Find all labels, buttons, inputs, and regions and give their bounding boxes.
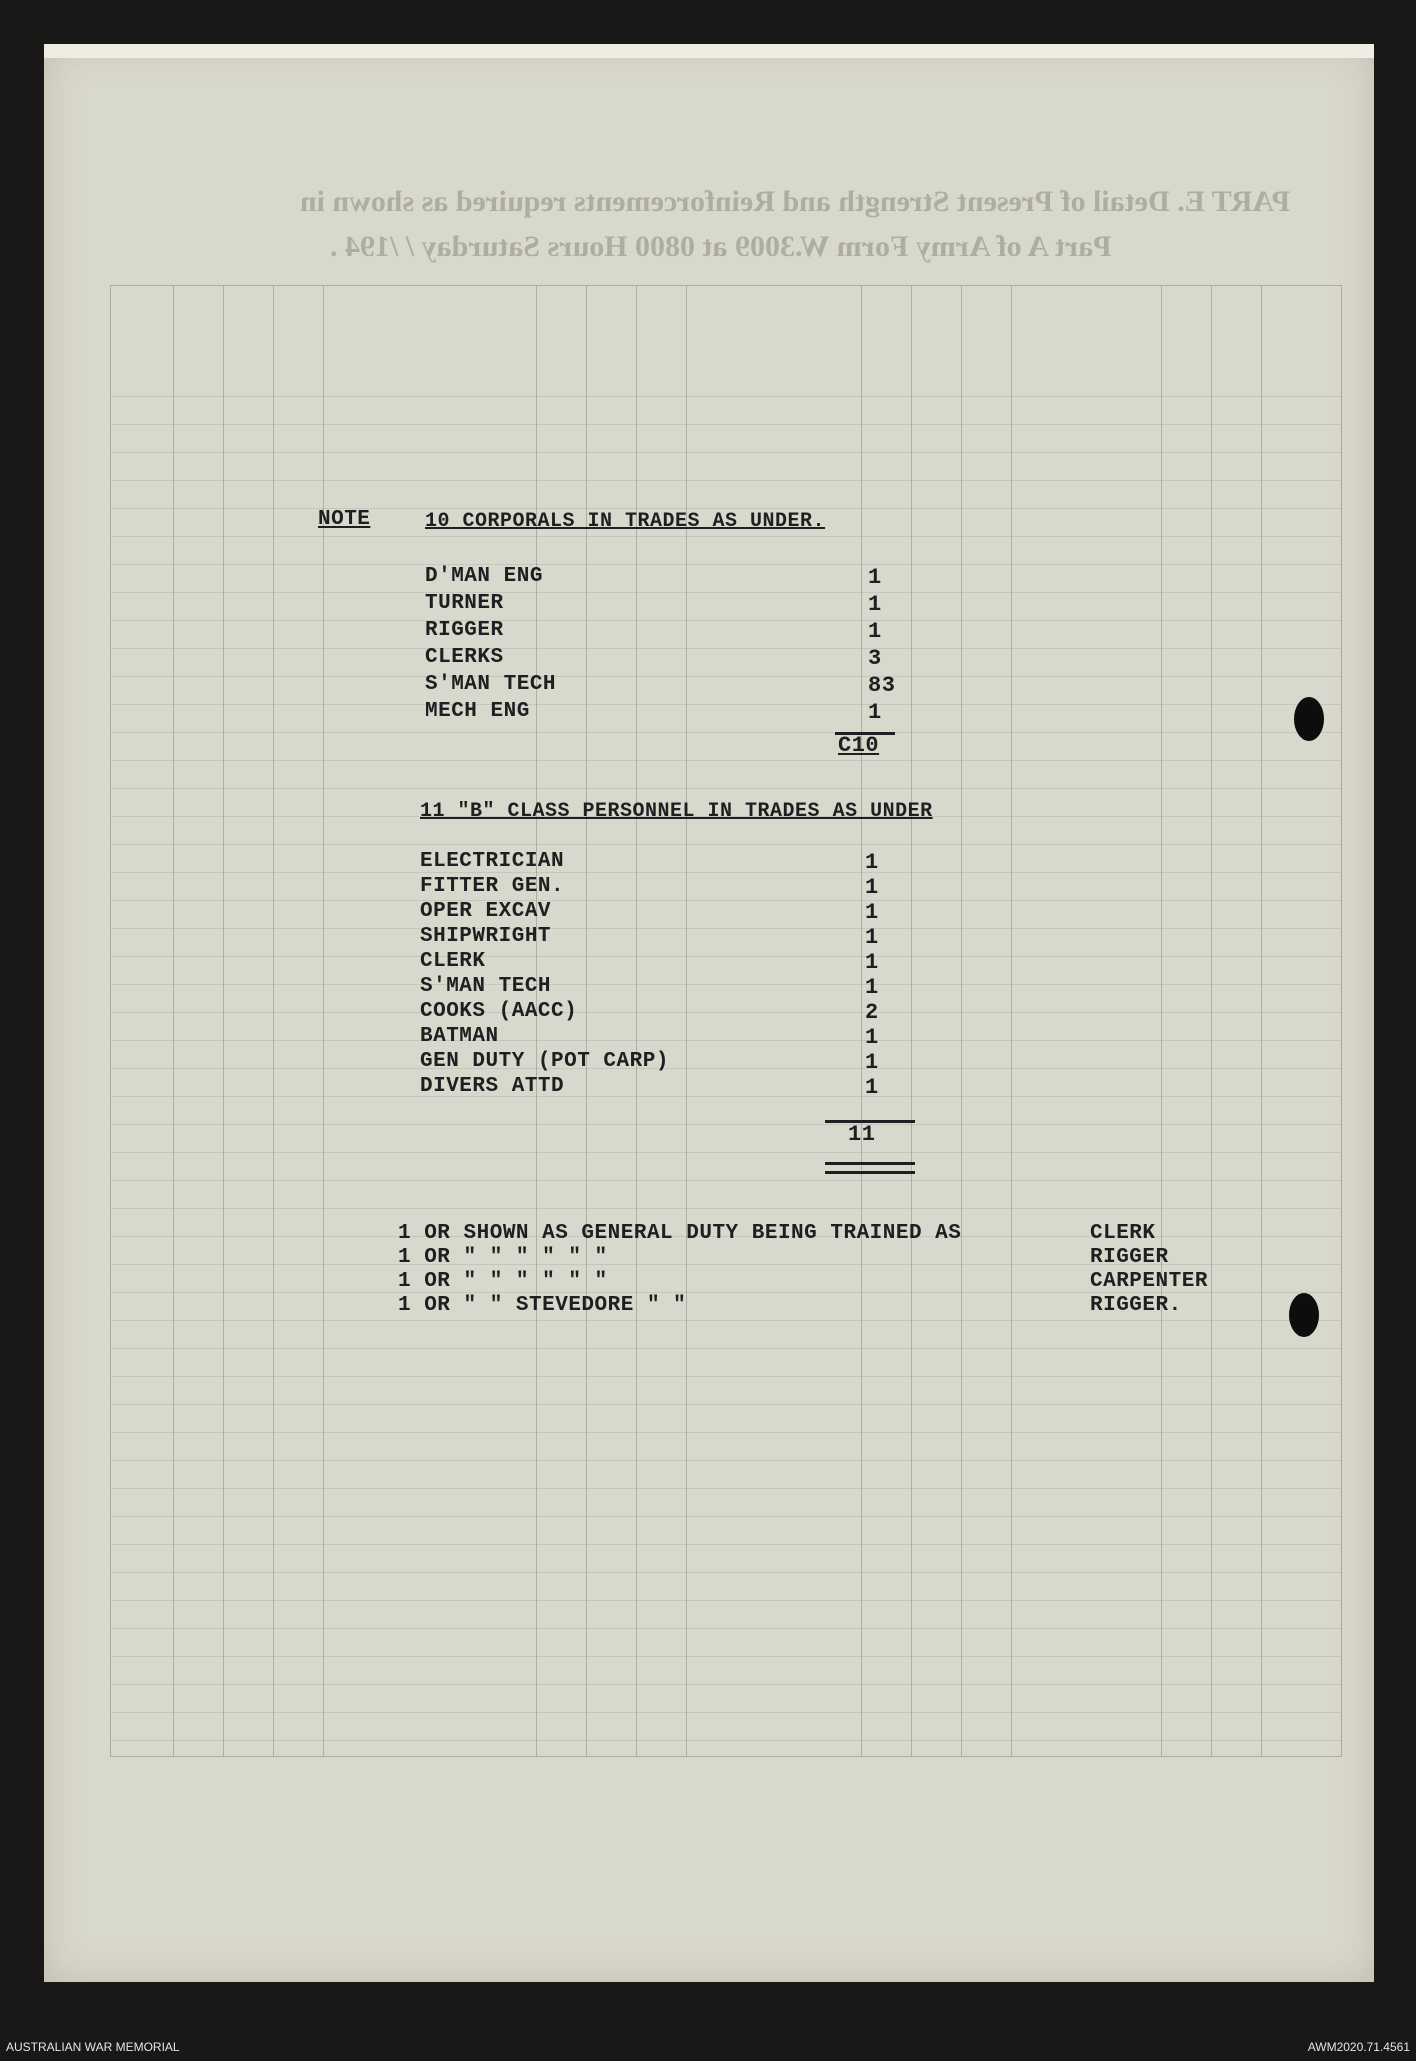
grid-row-line [111, 508, 1341, 509]
trade-name: ELECTRICIAN [420, 850, 565, 873]
grid-column-line [636, 286, 637, 1756]
grid-row-line [111, 592, 1341, 593]
grid-row-line [111, 788, 1341, 789]
trade-count: 1 [868, 700, 882, 725]
grid-row-line [111, 1712, 1341, 1713]
note-label: NOTE [318, 508, 371, 531]
grid-column-line [911, 286, 912, 1756]
trade-count: 1 [865, 875, 879, 900]
trade-name: SHIPWRIGHT [420, 925, 552, 948]
general-duty-line: 1 OR " " STEVEDORE " " [398, 1294, 687, 1317]
trade-count: 1 [865, 900, 879, 925]
b-class-total-rule-3 [825, 1171, 915, 1174]
grid-column-line [273, 286, 274, 1756]
grid-row-line [111, 1348, 1341, 1349]
punch-hole-top [1294, 697, 1324, 741]
grid-row-line [111, 872, 1341, 873]
grid-row-line [111, 1600, 1341, 1601]
grid-row-line [111, 1432, 1341, 1433]
grid-row-line [111, 1516, 1341, 1517]
trade-name: RIGGER [425, 619, 504, 642]
trade-count: 1 [865, 1050, 879, 1075]
trade-name: BATMAN [420, 1025, 499, 1048]
grid-column-line [1161, 286, 1162, 1756]
grid-row-line [111, 1404, 1341, 1405]
grid-row-line [111, 564, 1341, 565]
trade-name: OPER EXCAV [420, 900, 552, 923]
trade-name: D'MAN ENG [425, 565, 543, 588]
grid-column-line [586, 286, 587, 1756]
grid-row-line [111, 900, 1341, 901]
trade-count: 1 [865, 1025, 879, 1050]
trade-count: 1 [868, 619, 882, 644]
grid-row-line [111, 1376, 1341, 1377]
grid-row-line [111, 424, 1341, 425]
trade-count: 1 [865, 975, 879, 1000]
general-duty-trade: RIGGER [1090, 1246, 1169, 1269]
grid-row-line [111, 1740, 1341, 1741]
grid-row-line [111, 760, 1341, 761]
trade-count: 3 [868, 646, 882, 671]
grid-row-line [111, 1040, 1341, 1041]
b-class-heading: 11 "B" CLASS PERSONNEL IN TRADES AS UNDER [420, 800, 933, 823]
grid-row-line [111, 1656, 1341, 1657]
general-duty-trade: RIGGER. [1090, 1294, 1182, 1317]
grid-row-line [111, 1208, 1341, 1209]
general-duty-trade: CARPENTER [1090, 1270, 1208, 1293]
grid-row-line [111, 1096, 1341, 1097]
grid-row-line [111, 480, 1341, 481]
trade-count: 1 [868, 565, 882, 590]
grid-row-line [111, 1068, 1341, 1069]
punch-hole-bottom [1289, 1293, 1319, 1337]
grid-row-line [111, 984, 1341, 985]
trade-name: CLERK [420, 950, 486, 973]
footer-right: AWM2020.71.4561 [1307, 2040, 1410, 2054]
grid-row-line [111, 1628, 1341, 1629]
grid-row-line [111, 1320, 1341, 1321]
grid-column-line [173, 286, 174, 1756]
trade-name: S'MAN TECH [420, 975, 552, 998]
general-duty-line: 1 OR " " " " " " [398, 1270, 608, 1293]
trade-count: 1 [865, 925, 879, 950]
grid-row-line [111, 1460, 1341, 1461]
corporals-total: C10 [838, 733, 880, 758]
grid-column-line [223, 286, 224, 1756]
grid-row-line [111, 1684, 1341, 1685]
grid-row-line [111, 1488, 1341, 1489]
grid-row-line [111, 396, 1341, 397]
sheet-edge [44, 44, 1374, 58]
grid-row-line [111, 452, 1341, 453]
trade-name: MECH ENG [425, 700, 530, 723]
grid-row-line [111, 704, 1341, 705]
trade-name: GEN DUTY (POT CARP) [420, 1050, 669, 1073]
trade-count: 2 [865, 1000, 879, 1025]
trade-name: S'MAN TECH [425, 673, 557, 696]
grid-row-line [111, 676, 1341, 677]
grid-row-line [111, 1012, 1341, 1013]
grid-column-line [861, 286, 862, 1756]
grid-row-line [111, 732, 1341, 733]
grid-row-line [111, 648, 1341, 649]
trade-count: 1 [868, 592, 882, 617]
grid-column-line [961, 286, 962, 1756]
grid-column-line [686, 286, 687, 1756]
grid-row-line [111, 844, 1341, 845]
trade-name: FITTER GEN. [420, 875, 565, 898]
trade-count: 83 [868, 673, 896, 698]
general-duty-line: 1 OR " " " " " " [398, 1246, 608, 1269]
grid-row-line [111, 1180, 1341, 1181]
trade-count: 1 [865, 1075, 879, 1100]
trade-count: 1 [865, 950, 879, 975]
grid-row-line [111, 928, 1341, 929]
grid-column-line [323, 286, 324, 1756]
corporals-heading: 10 CORPORALS IN TRADES AS UNDER. [425, 510, 826, 533]
general-duty-trade: CLERK [1090, 1222, 1156, 1245]
trade-count: 1 [865, 850, 879, 875]
trade-name: CLERKS [425, 646, 504, 669]
trade-name: COOKS (AACC) [420, 1000, 578, 1023]
grid-column-line [1261, 286, 1262, 1756]
b-class-total: 11 [848, 1122, 876, 1147]
grid-row-line [111, 956, 1341, 957]
b-class-total-rule-2 [825, 1162, 915, 1165]
grid-row-line [111, 1124, 1341, 1125]
trade-name: DIVERS ATTD [420, 1075, 565, 1098]
bleed-through-title-2: Part A of Army Form W.3009 at 0800 Hours Saturday / /194 . [330, 230, 1112, 263]
general-duty-line: 1 OR SHOWN AS GENERAL DUTY BEING TRAINED AS [398, 1222, 962, 1245]
grid-row-line [111, 1572, 1341, 1573]
grid-row-line [111, 1152, 1341, 1153]
grid-column-line [1011, 286, 1012, 1756]
grid-row-line [111, 620, 1341, 621]
grid-column-line [1211, 286, 1212, 1756]
footer-left: AUSTRALIAN WAR MEMORIAL [6, 2040, 180, 2054]
bleed-through-title-1: PART E. Detail of Present Strength and Reinforcements required as shown in [300, 185, 1291, 218]
grid-row-line [111, 1544, 1341, 1545]
trade-name: TURNER [425, 592, 504, 615]
grid-row-line [111, 536, 1341, 537]
bleed-through-table-grid [110, 285, 1342, 1757]
